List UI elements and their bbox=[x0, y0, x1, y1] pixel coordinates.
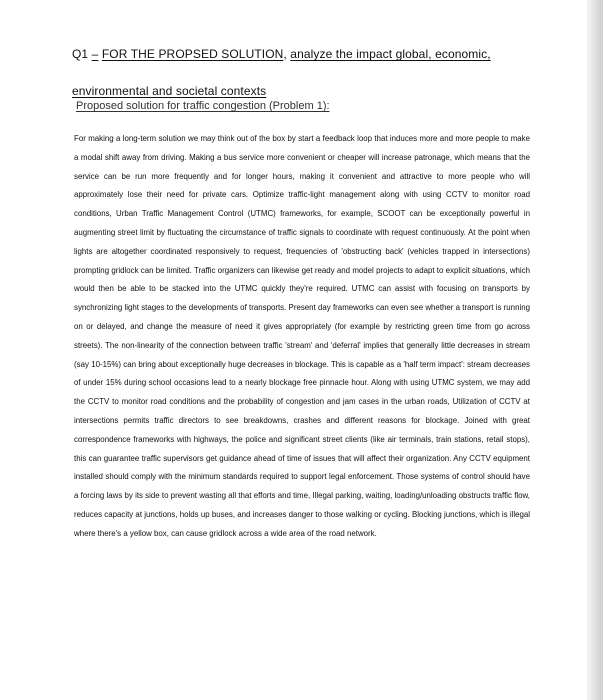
question-dash: – bbox=[91, 47, 99, 61]
question-title-part1: FOR THE PROPSED SOLUTION bbox=[101, 47, 284, 61]
question-title-part2: analyze the impact global, economic, bbox=[290, 47, 491, 61]
question-line-1 bbox=[72, 36, 552, 73]
question-heading bbox=[72, 36, 552, 110]
question-comma: , bbox=[283, 47, 287, 61]
section-subheading: Proposed solution for traffic congestion (Problem 1): bbox=[76, 100, 330, 112]
body-paragraph: For making a long-term solution we may think out of the box by start a feedback loop that induces more and more people to make a modal shift away from driving. Making a bus service more convenient or cheaper will increase patronage, which means that the service can be run more frequently and for longer hours, making it convenient and attractive to more people who will approximately lose their need for private cars. Optimize traffic-light management along with using CCTV to monitor road conditions, Urban Traffic Management Control (UTMC) frameworks, for example, SCOOT can be exceptionally powerful in augmenting street limit by fluctuating the circumstance of traffic signals to coordinate with request continuously. At the point when lights are altogether coordinated responsively to request, frequencies of 'obstructing back' (vehicles trapped in intersections) prompting gridlock can be limited. Traffic organizers can likewise get ready and model projects to adapt to explicit situations, which would then be able to be stacked into the UTMC quickly they're required. UTMC can assist with focusing on transports by synchronizing light stages to the developments of transports. Present day frameworks can even see whether a transport is running on or delayed, and change the measure of need it gives appropriately (for example by restricting green time from go across streets). The non-linearity of the connection between traffic 'stream' and 'deferral' implies that generally little decreases in stream (say 10-15%) can bring about exceptionally huge decreases in blockage. This is capable as a 'half term impact': stream decreases of under 15% during school occasions lead to a nearly blockage free pinnacle hour. Along with using UTMC system, we may add the CCTV to monitor road conditions and the probability of congestion and jam cases in the urban roads, Utilization of CCTV at intersections permits traffic directors to see breakdowns, crashes and different reasons for blockage. Joined with great correspondence frameworks with highways, the police and significant street clients (like air terminals, train stations, retail stops), this can guarantee traffic supervisors get guidance ahead of time of issues that will affect their organization. Any CCTV equipment installed should comply with the minimum standards required to support legal enforcement. Those systems of control should have a forcing laws by its side to prevent wasting all that efforts and time, Illegal parking, waiting, loading/unloading obstructs traffic flow, reduces capacity at junctions, holds up buses, and increases danger to those walking or cycling. Blocking junctions, which is illegal where there's a yellow box, can cause gridlock across a wide area of the road network. bbox=[74, 134, 530, 538]
question-line-2: environmental and societal contexts bbox=[72, 84, 267, 98]
question-number: Q1 bbox=[72, 47, 89, 61]
page-edge-shadow bbox=[587, 0, 603, 700]
